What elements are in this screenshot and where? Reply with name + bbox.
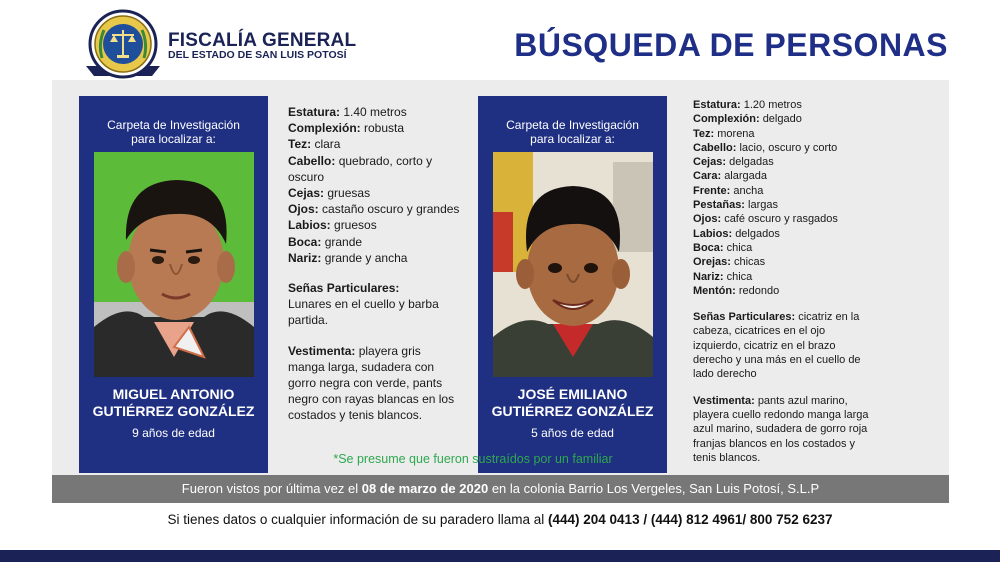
page-title: BÚSQUEDA DE PERSONAS xyxy=(514,27,948,63)
caption-line-2: para localizar a: xyxy=(530,132,615,146)
vestimenta-row: Vestimenta: pants azul marino, playera cuello redondo manga larga azul marino, sudadera de gorro roja franjas blancos en los costados y tenis blancos. xyxy=(693,394,869,464)
person-details-2 xyxy=(693,98,871,465)
person-card-1 xyxy=(79,96,268,473)
name-line-2: GUTIÉRREZ GONZÁLEZ xyxy=(92,403,255,419)
trait-row: Frente: ancha xyxy=(693,184,764,197)
contact-prefix: Si tienes datos o cualquier información de su paradero llama al xyxy=(167,512,545,527)
trait-row: Cabello: quebrado, corto y oscuro xyxy=(288,153,433,184)
contact-phones: (444) 204 0413 / (444) 812 4961/ 800 752 6237 xyxy=(548,512,833,527)
trait-row: Boca: chica xyxy=(693,241,753,254)
last-seen-date: 08 de marzo de 2020 xyxy=(361,481,489,496)
trait-row: Boca: grande xyxy=(288,234,363,249)
fiscalia-seal-icon xyxy=(82,8,164,82)
familiar-note: *Se presume que fueron sustraídos por un familiar xyxy=(333,452,613,466)
person-photo-1-image xyxy=(94,152,254,377)
trait-row: Estatura: 1.20 metros xyxy=(693,99,802,111)
header xyxy=(0,0,1000,90)
caption-line-2: para localizar a: xyxy=(131,132,216,146)
trait-row: Tez: morena xyxy=(693,127,755,140)
org-name: FISCALÍA GENERAL xyxy=(168,30,357,51)
trait-row: Complexión: robusta xyxy=(288,121,405,136)
org-subtitle: DEL ESTADO DE SAN LUIS POTOSÍ xyxy=(168,49,347,61)
card-caption xyxy=(478,118,667,146)
name-line-1: JOSÉ EMILIANO xyxy=(517,386,628,402)
person-photo-2-image xyxy=(493,152,653,377)
person-age-1: 9 años de edad xyxy=(132,426,215,440)
card-caption xyxy=(79,118,268,146)
caption-line-1: Carpeta de Investigación xyxy=(107,118,240,132)
trait-row: Nariz: grande y ancha xyxy=(288,250,408,265)
last-seen-suffix: en la colonia Barrio Los Vergeles, San Luis Potosí, S.L.P xyxy=(491,481,820,496)
name-line-1: MIGUEL ANTONIO xyxy=(112,386,235,402)
person-name-2 xyxy=(478,386,667,420)
contact-line xyxy=(0,512,1000,527)
footer-bar xyxy=(0,550,1000,562)
trait-row: Cara: alargada xyxy=(693,170,768,183)
trait-row: Complexión: delgado xyxy=(693,113,802,126)
person-details-1 xyxy=(288,104,460,424)
trait-row: Mentón: redondo xyxy=(693,284,780,297)
name-line-2: GUTIÉRREZ GONZÁLEZ xyxy=(491,403,654,419)
trait-row: Cejas: gruesas xyxy=(288,186,371,201)
person-age-2: 5 años de edad xyxy=(531,426,614,440)
caption-line-1: Carpeta de Investigación xyxy=(506,118,639,132)
trait-row: Labios: gruesos xyxy=(288,218,377,233)
senas-label: Señas Particulares: xyxy=(288,281,400,296)
senas-value: Lunares en el cuello y barba partida. xyxy=(288,297,439,328)
trait-row: Orejas: chicas xyxy=(693,256,766,269)
person-card-2 xyxy=(478,96,667,473)
person-photo-1 xyxy=(94,152,254,377)
vestimenta-row: Vestimenta: playera gris manga larga, sudadera con gorro negra con verde, pants negro con rayas blancas en los costados y tenis blancos. xyxy=(288,343,455,423)
trait-row: Ojos: castaño oscuro y grandes xyxy=(288,202,460,217)
trait-row: Nariz: chica xyxy=(693,270,753,283)
last-seen-prefix: Fueron vistos por última vez el xyxy=(181,481,359,496)
trait-row: Ojos: café oscuro y rasgados xyxy=(693,213,838,226)
trait-row: Pestañas: largas xyxy=(693,199,779,212)
trait-row: Labios: delgados xyxy=(693,227,780,240)
trait-row: Tez: clara xyxy=(288,137,341,152)
trait-row: Cejas: delgadas xyxy=(693,156,774,169)
person-name-1 xyxy=(79,386,268,420)
trait-row: Cabello: lacio, oscuro y corto xyxy=(693,141,838,154)
trait-row: Estatura: 1.40 metros xyxy=(288,105,407,119)
person-photo-2 xyxy=(493,152,653,377)
last-seen-bar xyxy=(52,475,949,503)
senas-row: Señas Particulares: cicatriz en la cabeza, cicatrices en el ojo izquierdo, cicatriz en el brazo derecho y una más en el cuello de lado derecho xyxy=(693,311,861,381)
